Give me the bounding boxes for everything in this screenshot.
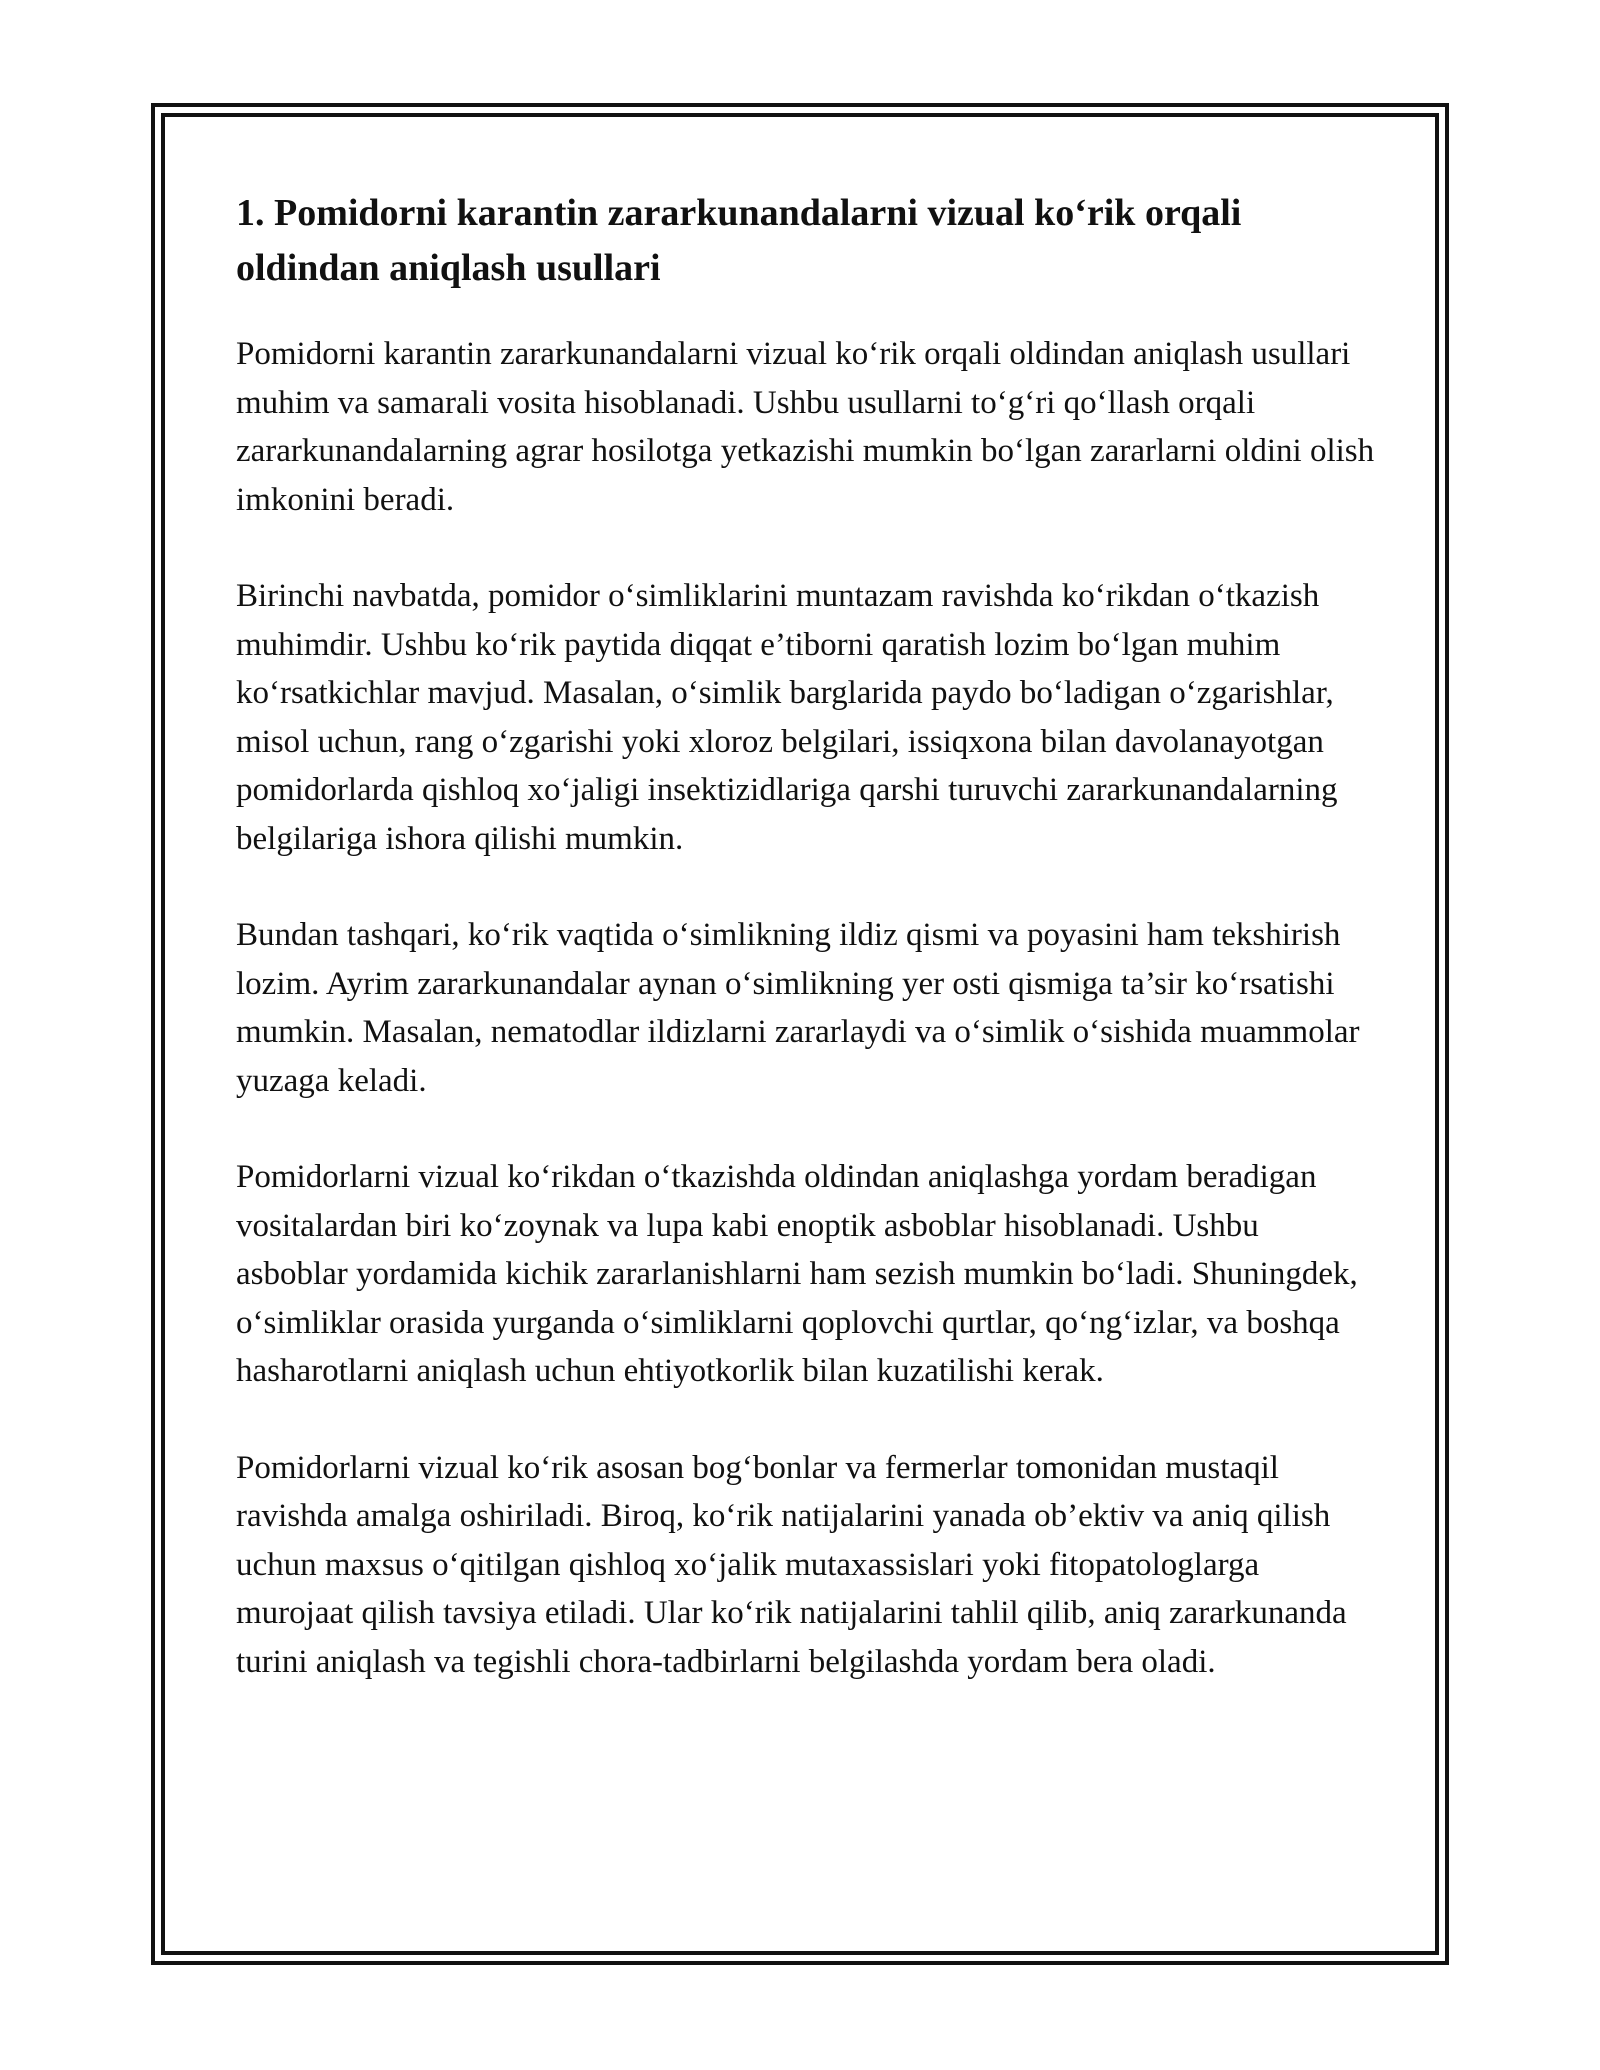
paragraph-root-stem-check: Bundan tashqari, ko‘rik vaqtida o‘simlikning ildiz qismi va poyasini ham tekshirish lozim. Ayrim zararkunandalar aynan o‘simlikning yer osti qismiga ta’sir ko‘rsatishi mumkin. Masalan, nematodlar ildizlarni zararlaydi va o‘simlik o‘sishida muammolar yuzaga keladi. [236,917,1360,1099]
paragraph-expert-consultation: Pomidorlarni vizual ko‘rik asosan bog‘bonlar va fermerlar tomonidan mustaqil ravishda amalga oshiriladi. Biroq, ko‘rik natijalarini yanada ob’ektiv va aniq qilish uchun maxsus o‘qitilgan qishloq xo‘jalik mutaxassislari yoki fitopatologlarga murojaat qilish tavsiya etiladi. Ular ko‘rik natijalarini tahlil qilib, aniq zararkunanda turini aniqlash va tegishli chora-tadbirlarni belgilashda yordam bera oladi. [236,1449,1347,1680]
document-body [236,186,1376,1734]
paragraph-optical-tools: Pomidorlarni vizual ko‘rikdan o‘tkazishda oldindan aniqlashga yordam beradigan vositalardan biri ko‘zoynak va lupa kabi enoptik asboblar hisoblanadi. Ushbu asboblar yordamida kichik zararlanishlarni ham sezish mumkin bo‘ladi. Shuningdek, o‘simliklar orasida yurganda o‘simliklarni qoplovchi qurtlar, qo‘ng‘izlar, va boshqa hasharotlarni aniqlash uchun ehtiyotkorlik bilan kuzatilishi kerak. [236,1159,1358,1389]
paragraph-intro: Pomidorni karantin zararkunandalarni vizual ko‘rik orqali oldindan aniqlash usullari muhim va samarali vosita hisoblanadi. Ushbu usullarni to‘g‘ri qo‘llash orqali zararkunandalarning agrar hosilotga yetkazishi mumkin bo‘lgan zararlarni oldini olish imkonini beradi. [236,336,1375,518]
paragraph-regular-inspection: Birinchi navbatda, pomidor o‘simliklarini muntazam ravishda ko‘rikdan o‘tkazish muhimdir. Ushbu ko‘rik paytida diqqat e’tiborni qaratish lozim bo‘lgan muhim ko‘rsatkichlar mavjud. Masalan, o‘simlik barglarida paydo bo‘ladigan o‘zgarishlar, misol uchun, rang o‘zgarishi yoki xloroz belgilari, issiqxona bilan davolanayotgan pomidorlarda qishloq xo‘jaligi insektizidlariga qarshi turuvchi zararkunandalarning belgilariga ishora qilishi mumkin. [236,578,1338,857]
section-heading: 1. Pomidorni karantin zararkunandalarni vizual ko‘rik orqali oldindan aniqlash usullari [236,192,1242,289]
